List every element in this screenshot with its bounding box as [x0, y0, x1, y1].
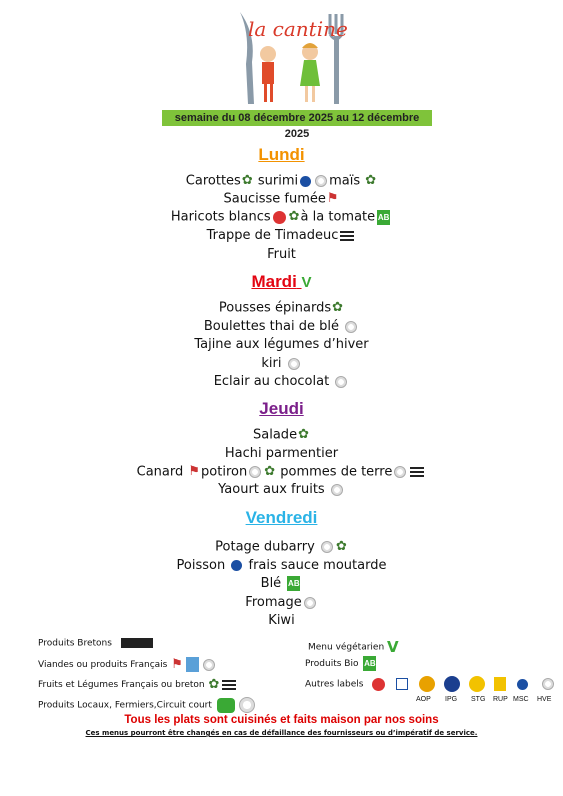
label-rouge-icon — [273, 211, 286, 224]
menu-item: maïs — [329, 173, 361, 189]
menu-line — [0, 172, 563, 191]
menu-line — [0, 612, 563, 630]
legend-label: Fruits et Légumes Français ou breton — [38, 680, 205, 690]
producteur-icon — [239, 697, 255, 713]
menu-item: Saucisse fumée — [223, 191, 326, 207]
fruits-legumes-icon: ✿ — [298, 427, 309, 442]
menu-line — [0, 190, 563, 209]
menu-line — [0, 246, 563, 264]
fruits-legumes-icon: ✿ — [288, 209, 300, 224]
cantine-logo — [226, 4, 356, 108]
legend-francais — [38, 657, 217, 672]
menu-line — [0, 318, 563, 336]
day-title-jeudi: Jeudi — [259, 399, 304, 418]
menu-item: Fruit — [267, 247, 296, 262]
legend-label: Produits Bretons — [38, 638, 112, 649]
menu-item: pommes de terre — [280, 464, 393, 480]
france-flag-icon: ⚑ — [171, 657, 183, 672]
menu-item: Hachi parmentier — [224, 446, 339, 461]
hve-icon — [321, 541, 333, 553]
hve-icon — [331, 484, 343, 496]
france-flag-icon: ⚑ — [326, 191, 339, 206]
legend-vege — [308, 638, 399, 656]
hve-icon — [304, 597, 316, 609]
bio-ab-icon: AB — [287, 576, 300, 591]
aop-icon — [419, 676, 435, 692]
produit-bretagne-icon — [121, 638, 153, 648]
menu-line — [0, 299, 563, 318]
menu-item: kiri — [261, 356, 282, 371]
menu-line — [0, 373, 563, 391]
msc-icon — [231, 560, 242, 571]
hve-icon — [203, 659, 215, 671]
menu-item: Eclair au chocolat — [213, 374, 330, 389]
svg-text:la cantine: la cantine — [248, 17, 348, 41]
label-stg: STG — [471, 696, 486, 703]
fruits-legumes-icon: ✿ — [335, 539, 347, 554]
menu-line — [0, 208, 563, 227]
legend-label: Autres labels — [305, 679, 364, 690]
qualite-icon — [396, 678, 408, 690]
label-rouge-icon — [372, 678, 385, 691]
fruits-legumes-icon: ✿ — [332, 300, 344, 315]
legend-autres — [305, 676, 556, 692]
menu-item: Carottes — [185, 173, 241, 189]
msc-icon — [300, 176, 311, 187]
menu-item: Canard — [136, 464, 184, 480]
menu-line — [0, 227, 563, 245]
menu-item: Blé — [260, 576, 282, 591]
menu-line — [0, 463, 563, 482]
label-msc: MSC — [513, 696, 529, 703]
hve-icon — [288, 358, 300, 370]
hve-icon — [345, 321, 357, 333]
legend-label: Produits Bio — [305, 659, 359, 669]
menu-line — [0, 594, 563, 612]
vegetarian-icon: V — [387, 638, 399, 656]
label-rup: RUP — [493, 696, 508, 703]
france-flag-icon: ⚑ — [188, 464, 201, 479]
legend-bretons — [38, 638, 153, 649]
menu-item: Pousses épinards — [218, 300, 332, 316]
igp-icon — [444, 676, 460, 692]
menu-line — [0, 336, 563, 354]
week-banner: semaine du 08 décembre 2025 au 12 décembre 2025 — [162, 110, 432, 126]
viande-francaise-icon — [186, 657, 199, 672]
breton-flag-icon — [410, 467, 424, 477]
menu-line — [0, 538, 563, 557]
fruits-legumes-icon: ✿ — [208, 677, 220, 692]
hve-icon — [542, 678, 554, 690]
legend-label: Menu végétarien — [308, 642, 385, 653]
menu-item: Boulettes thai de blé — [203, 319, 339, 334]
menu-line — [0, 557, 563, 575]
footer-homemade: Tous les plats sont cuisinés et faits maison par nos soins — [124, 714, 439, 726]
fruits-legumes-icon: ✿ — [264, 464, 276, 479]
fruits-legumes-icon: ✿ — [241, 173, 253, 188]
legend-fruits — [38, 677, 238, 692]
day-title-vendredi: Vendredi — [245, 508, 318, 527]
menu-line — [0, 355, 563, 373]
day-title-lundi: Lundi — [258, 145, 305, 164]
menu-item: Yaourt aux fruits — [218, 482, 325, 497]
day-title-mardi — [0, 272, 563, 292]
breton-flag-icon — [340, 231, 354, 241]
hve-icon — [249, 466, 261, 478]
menu-item: Tajine aux légumes d’hiver — [194, 337, 369, 352]
menu-item: potiron — [201, 464, 248, 480]
fruits-legumes-icon: ✿ — [365, 173, 377, 188]
bio-ab-icon: AB — [377, 210, 390, 225]
menu-item: Poisson — [176, 558, 226, 573]
hve-icon — [394, 466, 406, 478]
menu-item: Salade — [253, 427, 298, 443]
breton-flag-icon — [222, 680, 236, 690]
legend-label: Produits Locaux, Fermiers,Circuit court — [38, 700, 212, 711]
hve-icon — [315, 175, 327, 187]
msc-icon — [517, 679, 528, 690]
label-igp: IPG — [445, 696, 458, 703]
rup-icon — [494, 677, 506, 691]
legend-locaux — [38, 697, 257, 713]
vegetarian-icon: V — [301, 274, 312, 292]
menu-item: à la tomate — [300, 209, 376, 225]
label-hve: HVE — [537, 696, 552, 703]
menu-item: Potage dubarry — [215, 539, 315, 555]
bio-ab-icon: AB — [363, 656, 376, 671]
local-icon — [217, 698, 235, 713]
day-title-text: Mardi — [251, 272, 297, 291]
menu-item: Trappe de Timadeuc — [206, 228, 339, 243]
label-aop: AOP — [416, 696, 431, 703]
stg-icon — [469, 676, 485, 692]
legend-label: Viandes ou produits Français — [38, 660, 168, 670]
menu-line — [0, 575, 563, 593]
menu-item: frais sauce moutarde — [248, 558, 387, 573]
menu-item: Fromage — [245, 595, 302, 610]
footer-disclaimer: Ces menus pourront être changés en cas de défaillance des fournisseurs ou d’impératif de service. — [85, 729, 478, 737]
menu-item: Haricots blancs — [170, 209, 271, 225]
hve-icon — [335, 376, 347, 388]
menu-item: Kiwi — [268, 613, 295, 628]
menu-line — [0, 481, 563, 499]
legend-bio — [305, 656, 378, 671]
menu-line — [0, 426, 563, 445]
menu-line — [0, 445, 563, 463]
menu-item: surimi — [257, 173, 299, 189]
